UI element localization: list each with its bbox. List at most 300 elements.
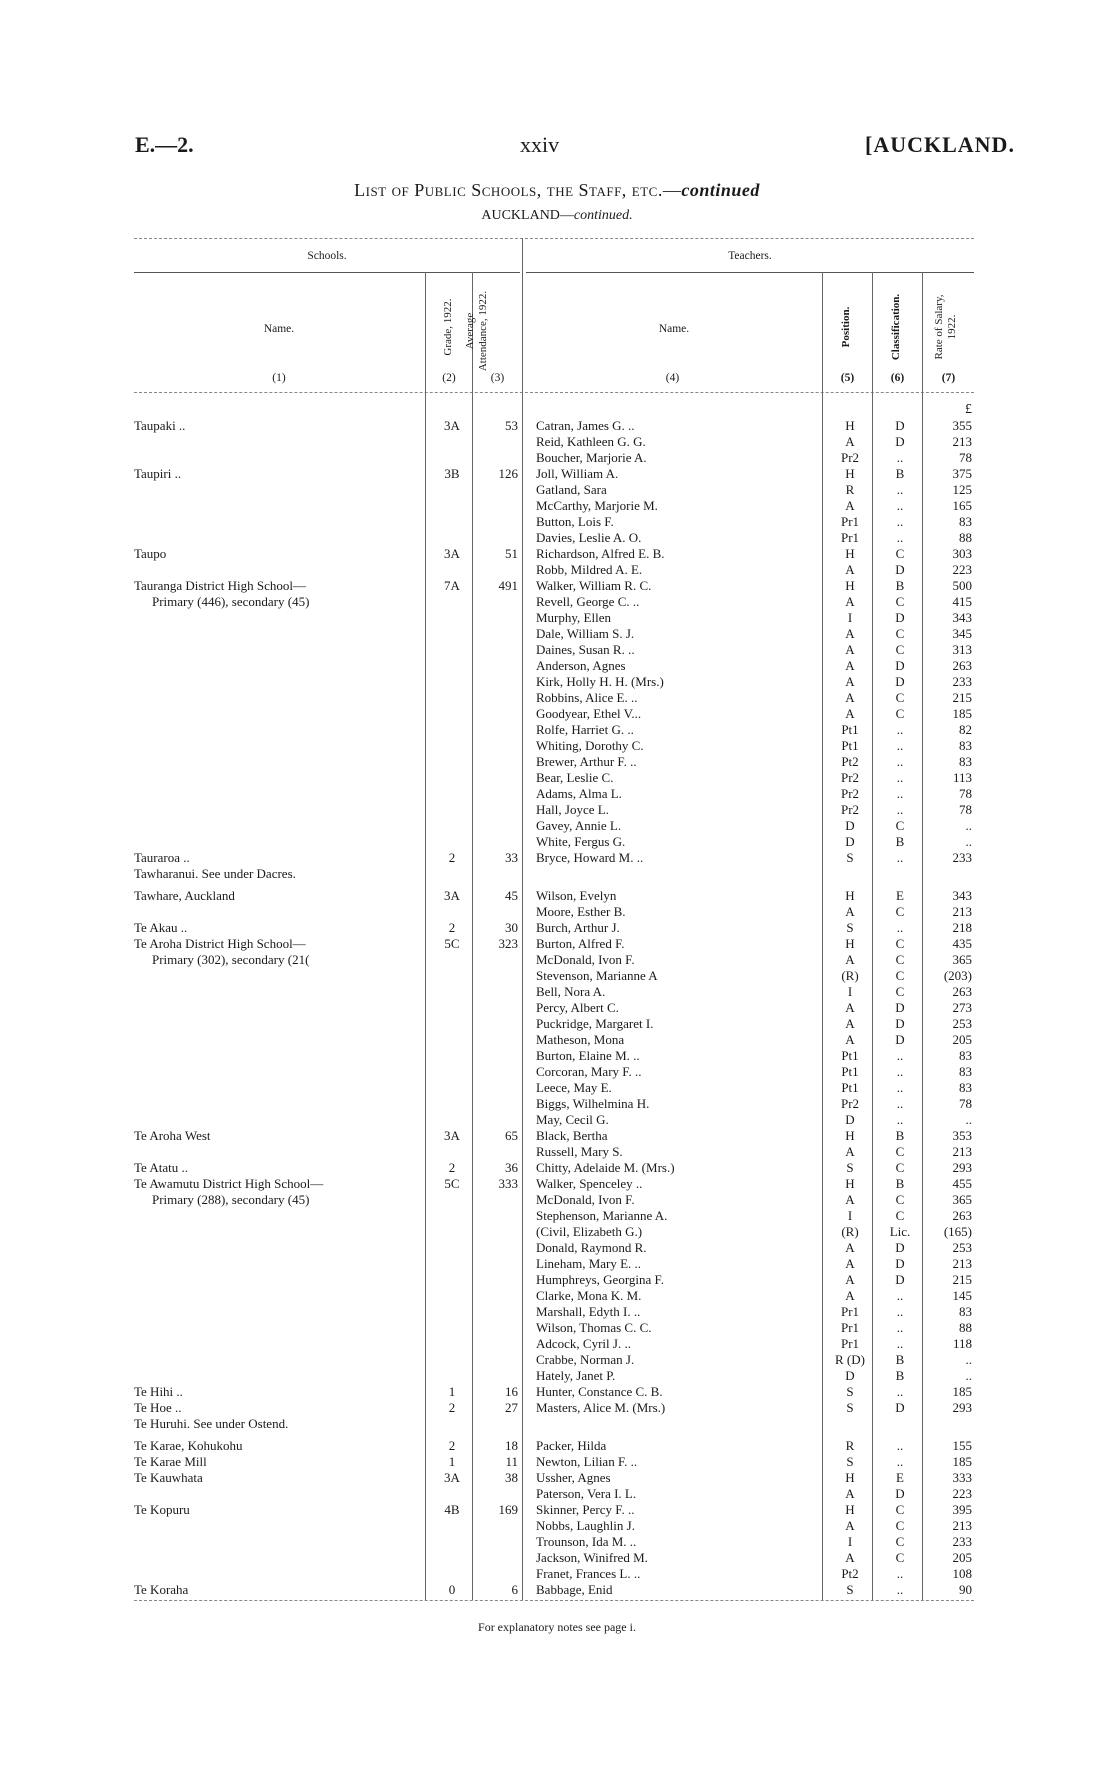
classification-cell: .. bbox=[896, 450, 904, 465]
school-name: Te Atatu .. bbox=[134, 1160, 188, 1175]
school-name: Te Hoe .. bbox=[134, 1400, 182, 1415]
salary-cell: 253 bbox=[952, 1016, 972, 1031]
classification-cell: D bbox=[895, 674, 905, 689]
position-cell: I bbox=[847, 1208, 853, 1223]
salary-cell: 88 bbox=[959, 530, 972, 545]
salary-cell: 218 bbox=[952, 920, 972, 935]
teacher-name: Wilson, Thomas C. C. bbox=[536, 1320, 652, 1335]
attendance-cell: 126 bbox=[498, 466, 518, 481]
grade-cell: 2 bbox=[448, 850, 456, 865]
classification-cell: D bbox=[895, 1016, 905, 1031]
position-cell: A bbox=[845, 690, 855, 705]
classification-cell: .. bbox=[896, 786, 904, 801]
position-cell: Pt2 bbox=[841, 754, 859, 769]
salary-cell: 395 bbox=[952, 1502, 972, 1517]
teacher-name: Hunter, Constance C. B. bbox=[536, 1384, 663, 1399]
classification-cell: .. bbox=[896, 738, 904, 753]
attendance-cell: 45 bbox=[505, 888, 518, 903]
position-cell: S bbox=[846, 920, 854, 935]
position-cell: Pt1 bbox=[841, 1064, 859, 1079]
attendance-cell: 51 bbox=[505, 546, 518, 561]
attendance-cell: 33 bbox=[505, 850, 518, 865]
subtitle-continued: continued. bbox=[573, 208, 633, 223]
salary-cell: 263 bbox=[952, 984, 972, 999]
teacher-name: McDonald, Ivon F. bbox=[536, 952, 635, 967]
salary-cell: .. bbox=[965, 1352, 972, 1367]
position-cell: Pt1 bbox=[841, 1048, 859, 1063]
schools-group-rule bbox=[134, 272, 520, 273]
classification-cell: C bbox=[895, 642, 905, 657]
classification-cell: D bbox=[895, 1032, 905, 1047]
teacher-name: Revell, George C. .. bbox=[536, 594, 640, 609]
classification-cell: .. bbox=[896, 1320, 904, 1335]
salary-cell: 83 bbox=[959, 1064, 972, 1079]
table-row bbox=[0, 1336, 1114, 1352]
table-row bbox=[0, 498, 1114, 514]
col-num-4: (4) bbox=[665, 372, 680, 384]
teacher-name: Gavey, Annie L. bbox=[536, 818, 622, 833]
salary-cell: 353 bbox=[952, 1128, 972, 1143]
salary-cell: 205 bbox=[952, 1550, 972, 1565]
grade-cell: 2 bbox=[448, 1400, 456, 1415]
position-cell: A bbox=[845, 706, 855, 721]
teacher-name: Matheson, Mona bbox=[536, 1032, 625, 1047]
table-row bbox=[0, 1470, 1114, 1486]
attendance-cell: 491 bbox=[498, 578, 518, 593]
grade-cell: 0 bbox=[448, 1582, 456, 1597]
classification-cell: B bbox=[895, 1128, 905, 1143]
teacher-name: Robb, Mildred A. E. bbox=[536, 562, 643, 577]
classification-cell: E bbox=[896, 888, 904, 903]
salary-cell: 263 bbox=[952, 1208, 972, 1223]
table-row bbox=[0, 562, 1114, 578]
position-cell: Pr2 bbox=[840, 1096, 860, 1111]
classification-cell: C bbox=[895, 690, 905, 705]
salary-cell: 293 bbox=[952, 1160, 972, 1175]
salary-cell: 113 bbox=[952, 770, 972, 785]
table-row bbox=[0, 834, 1114, 850]
position-cell: H bbox=[845, 578, 855, 593]
salary-cell: 215 bbox=[952, 1272, 972, 1287]
col-num-7: (7) bbox=[941, 372, 956, 384]
salary-cell: (203) bbox=[943, 968, 972, 983]
position-cell: D bbox=[845, 1368, 855, 1383]
classification-cell: .. bbox=[896, 1582, 904, 1597]
teacher-name: Adams, Alma L. bbox=[536, 786, 622, 801]
classification-cell: D bbox=[895, 658, 905, 673]
table-row bbox=[0, 818, 1114, 834]
position-cell: Pr1 bbox=[840, 1320, 860, 1335]
teacher-name: Burch, Arthur J. bbox=[536, 920, 620, 935]
grade-cell: 3A bbox=[444, 888, 460, 903]
table-row bbox=[0, 1304, 1114, 1320]
salary-cell: 90 bbox=[959, 1582, 972, 1597]
page-number: xxiv bbox=[520, 132, 560, 157]
grade-cell: 5C bbox=[444, 936, 460, 951]
grade-cell: 3A bbox=[444, 1470, 460, 1485]
classification-cell: C bbox=[895, 626, 905, 641]
school-name: Te Awamutu District High School— bbox=[134, 1176, 324, 1191]
classification-cell: B bbox=[895, 466, 905, 481]
position-cell: A bbox=[845, 594, 855, 609]
position-cell: I bbox=[847, 610, 853, 625]
classification-header: Classification. bbox=[890, 293, 902, 361]
school-name: Te Karae Mill bbox=[134, 1454, 207, 1469]
table-row bbox=[0, 1438, 1114, 1454]
position-cell: A bbox=[845, 1240, 855, 1255]
classification-cell: .. bbox=[896, 1304, 904, 1319]
attendance-cell: 323 bbox=[498, 936, 518, 951]
page-reference: E.—2. bbox=[135, 132, 194, 157]
salary-cell: 313 bbox=[952, 642, 972, 657]
classification-cell: .. bbox=[896, 1080, 904, 1095]
teacher-name: Marshall, Edyth I. .. bbox=[536, 1304, 641, 1319]
position-cell: D bbox=[845, 1112, 855, 1127]
grade-cell: 3B bbox=[444, 466, 460, 481]
table-row bbox=[0, 546, 1114, 562]
table-row bbox=[0, 610, 1114, 626]
salary-cell: 253 bbox=[952, 1240, 972, 1255]
salary-cell: 333 bbox=[952, 1470, 972, 1485]
classification-cell: D bbox=[895, 1000, 905, 1015]
position-cell: A bbox=[845, 1550, 855, 1565]
grade-cell: 3A bbox=[444, 418, 460, 433]
table-row bbox=[0, 1096, 1114, 1112]
salary-cell: 185 bbox=[952, 706, 972, 721]
salary-cell: 83 bbox=[959, 1304, 972, 1319]
teacher-name: Masters, Alice M. (Mrs.) bbox=[536, 1400, 666, 1415]
teacher-name: Biggs, Wilhelmina H. bbox=[536, 1096, 650, 1111]
table-row bbox=[0, 904, 1114, 920]
teacher-name: Puckridge, Margaret I. bbox=[536, 1016, 654, 1031]
salary-cell: 303 bbox=[952, 546, 972, 561]
position-cell: Pr2 bbox=[840, 770, 860, 785]
attendance-cell: 169 bbox=[498, 1502, 518, 1517]
classification-cell: D bbox=[895, 1400, 905, 1415]
classification-cell: C bbox=[895, 952, 905, 967]
grade-cell: 7A bbox=[444, 578, 460, 593]
teacher-name: Adcock, Cyril J. .. bbox=[536, 1336, 631, 1351]
teacher-name: May, Cecil G. bbox=[536, 1112, 609, 1127]
position-cell: R bbox=[845, 482, 855, 497]
classification-cell: C bbox=[895, 968, 905, 983]
position-cell: Pr2 bbox=[840, 450, 860, 465]
title-main: List of Public Schools, the Staff, etc.— bbox=[354, 180, 682, 200]
attendance-cell: 27 bbox=[505, 1400, 518, 1415]
teacher-name: Burton, Alfred F. bbox=[536, 936, 625, 951]
salary-cell: 375 bbox=[952, 466, 972, 481]
title-continued: continued bbox=[681, 180, 760, 200]
classification-cell: .. bbox=[896, 1112, 904, 1127]
grade-cell: 1 bbox=[448, 1384, 456, 1399]
salary-cell: 83 bbox=[959, 754, 972, 769]
position-cell: D bbox=[845, 818, 855, 833]
school-name: Te Karae, Kohukohu bbox=[134, 1438, 243, 1453]
school-name: Tauranga District High School— bbox=[134, 578, 307, 593]
salary-cell: 213 bbox=[952, 904, 972, 919]
attendance-cell: 38 bbox=[505, 1470, 518, 1485]
table-row bbox=[0, 1000, 1114, 1016]
school-name: Taupo bbox=[134, 546, 167, 561]
school-name: Taupiri .. bbox=[134, 466, 182, 481]
salary-cell: 83 bbox=[959, 1080, 972, 1095]
position-cell: (R) bbox=[841, 968, 859, 983]
classification-cell: D bbox=[895, 1486, 905, 1501]
header-bottom-rule bbox=[134, 392, 974, 393]
table-row bbox=[0, 1208, 1114, 1224]
teacher-name: Kirk, Holly H. H. (Mrs.) bbox=[536, 674, 664, 689]
school-name: Te Aroha District High School— bbox=[134, 936, 306, 951]
table-row bbox=[0, 466, 1114, 482]
position-cell: Pt1 bbox=[841, 722, 859, 737]
teacher-name: Crabbe, Norman J. bbox=[536, 1352, 635, 1367]
salary-cell: 88 bbox=[959, 1320, 972, 1335]
position-cell: R (D) bbox=[835, 1352, 865, 1367]
classification-cell: C bbox=[895, 594, 905, 609]
classification-cell: C bbox=[895, 1502, 905, 1517]
position-cell: A bbox=[845, 434, 855, 449]
table-row bbox=[0, 1224, 1114, 1240]
position-cell: A bbox=[845, 1288, 855, 1303]
position-cell: S bbox=[846, 1400, 854, 1415]
classification-cell: .. bbox=[896, 530, 904, 545]
teacher-name: Stevenson, Marianne A bbox=[536, 968, 658, 983]
salary-cell: 78 bbox=[959, 802, 972, 817]
teacher-name: Stephenson, Marianne A. bbox=[536, 1208, 668, 1223]
school-name: Te Akau .. bbox=[134, 920, 188, 935]
salary-cell: 108 bbox=[952, 1566, 972, 1581]
teacher-name: Corcoran, Mary F. .. bbox=[536, 1064, 642, 1079]
classification-cell: D bbox=[895, 434, 905, 449]
classification-cell: D bbox=[895, 562, 905, 577]
position-cell: Pr1 bbox=[840, 514, 860, 529]
position-cell: H bbox=[845, 1470, 855, 1485]
classification-cell: .. bbox=[896, 482, 904, 497]
salary-cell: 455 bbox=[952, 1176, 972, 1191]
classification-cell: .. bbox=[896, 754, 904, 769]
table-row bbox=[0, 482, 1114, 498]
salary-cell: 145 bbox=[952, 1288, 972, 1303]
classification-cell: C bbox=[895, 1144, 905, 1159]
attendance-cell: 11 bbox=[505, 1454, 518, 1469]
school-name: Tawhare, Auckland bbox=[134, 888, 235, 903]
position-cell: A bbox=[845, 1016, 855, 1031]
table-row bbox=[0, 1240, 1114, 1256]
salary-cell: 125 bbox=[952, 482, 972, 497]
teacher-name: Chitty, Adelaide M. (Mrs.) bbox=[536, 1160, 675, 1175]
classification-cell: C bbox=[895, 984, 905, 999]
classification-cell: C bbox=[895, 1208, 905, 1223]
position-cell: (R) bbox=[841, 1224, 859, 1239]
teacher-name: Clarke, Mona K. M. bbox=[536, 1288, 642, 1303]
classification-cell: B bbox=[895, 1176, 905, 1191]
classification-cell: .. bbox=[896, 770, 904, 785]
table-row bbox=[0, 1064, 1114, 1080]
col-num-3: (3) bbox=[490, 372, 505, 384]
classification-cell: .. bbox=[896, 1064, 904, 1079]
grade-cell: 3A bbox=[444, 546, 460, 561]
table-row bbox=[0, 1256, 1114, 1272]
salary-cell: 263 bbox=[952, 658, 972, 673]
table-row bbox=[0, 1288, 1114, 1304]
position-cell: H bbox=[845, 546, 855, 561]
position-cell: R bbox=[845, 1438, 855, 1453]
currency-symbol: £ bbox=[965, 402, 972, 417]
document-subtitle bbox=[0, 208, 1114, 224]
position-cell: A bbox=[845, 952, 855, 967]
position-cell: I bbox=[847, 1534, 853, 1549]
table-row bbox=[0, 738, 1114, 754]
salary-cell: 83 bbox=[959, 514, 972, 529]
teacher-name: Bryce, Howard M. .. bbox=[536, 850, 644, 865]
salary-cell: .. bbox=[965, 1368, 972, 1383]
classification-cell: .. bbox=[896, 920, 904, 935]
salary-header: Rate of Salary, 1922. bbox=[933, 294, 958, 360]
classification-cell: .. bbox=[896, 1096, 904, 1111]
table-row bbox=[0, 936, 1114, 952]
table-row bbox=[0, 434, 1114, 450]
teacher-name: Burton, Elaine M. .. bbox=[536, 1048, 640, 1063]
teacher-name: McDonald, Ivon F. bbox=[536, 1192, 635, 1207]
salary-cell: 223 bbox=[952, 1486, 972, 1501]
table-row bbox=[0, 722, 1114, 738]
position-cell: H bbox=[845, 888, 855, 903]
table-row bbox=[0, 888, 1114, 904]
teacher-name-header: Name. bbox=[658, 323, 690, 335]
teacher-name: Packer, Hilda bbox=[536, 1438, 607, 1453]
attendance-cell: 30 bbox=[505, 920, 518, 935]
position-cell: A bbox=[845, 626, 855, 641]
table-row bbox=[0, 1416, 1114, 1432]
teacher-name: Moore, Esther B. bbox=[536, 904, 626, 919]
school-name: Te Koraha bbox=[134, 1582, 189, 1597]
teacher-name: Nobbs, Laughlin J. bbox=[536, 1518, 635, 1533]
classification-cell: Lic. bbox=[889, 1224, 911, 1239]
salary-cell: (165) bbox=[943, 1224, 972, 1239]
classification-cell: .. bbox=[896, 850, 904, 865]
table-row bbox=[0, 1112, 1114, 1128]
classification-cell: C bbox=[895, 1192, 905, 1207]
salary-cell: 233 bbox=[952, 1534, 972, 1549]
table-row bbox=[0, 1048, 1114, 1064]
table-row bbox=[0, 1032, 1114, 1048]
table-row bbox=[0, 1534, 1114, 1550]
teacher-name: Rolfe, Harriet G. .. bbox=[536, 722, 634, 737]
grade-cell: 1 bbox=[448, 1454, 456, 1469]
position-cell: A bbox=[845, 1144, 855, 1159]
school-name: Te Hihi .. bbox=[134, 1384, 183, 1399]
school-name: Te Kauwhata bbox=[134, 1470, 203, 1485]
school-name: Primary (288), secondary (45) bbox=[152, 1192, 310, 1207]
teacher-name: Newton, Lilian F. .. bbox=[536, 1454, 638, 1469]
salary-cell: 223 bbox=[952, 562, 972, 577]
classification-cell: .. bbox=[896, 1048, 904, 1063]
table-row bbox=[0, 1384, 1114, 1400]
table-row bbox=[0, 674, 1114, 690]
document-title bbox=[0, 180, 1114, 201]
teacher-name: White, Fergus G. bbox=[536, 834, 626, 849]
position-cell: D bbox=[845, 834, 855, 849]
table-row bbox=[0, 594, 1114, 610]
teacher-name: Babbage, Enid bbox=[536, 1582, 613, 1597]
position-cell: H bbox=[845, 1176, 855, 1191]
teacher-name: Walker, Spenceley .. bbox=[536, 1176, 643, 1191]
table-row bbox=[0, 770, 1114, 786]
teacher-name: Richardson, Alfred E. B. bbox=[536, 546, 665, 561]
table-row bbox=[0, 1160, 1114, 1176]
salary-cell: .. bbox=[965, 818, 972, 833]
salary-cell: 500 bbox=[952, 578, 972, 593]
teacher-name: Humphreys, Georgina F. bbox=[536, 1272, 664, 1287]
teacher-name: Bell, Nora A. bbox=[536, 984, 606, 999]
salary-cell: 415 bbox=[952, 594, 972, 609]
salary-cell: 185 bbox=[952, 1454, 972, 1469]
school-name-header: Name. bbox=[263, 323, 295, 335]
attendance-cell: 36 bbox=[505, 1160, 518, 1175]
table-row bbox=[0, 690, 1114, 706]
salary-cell: 118 bbox=[952, 1336, 972, 1351]
teacher-name: Dale, William S. J. bbox=[536, 626, 635, 641]
teacher-name: Goodyear, Ethel V... bbox=[536, 706, 642, 721]
teachers-header: Teachers. bbox=[728, 250, 772, 262]
salary-cell: 365 bbox=[952, 952, 972, 967]
classification-cell: D bbox=[895, 1256, 905, 1271]
table-row bbox=[0, 754, 1114, 770]
grade-header: Grade, 1922. bbox=[442, 298, 454, 356]
teacher-name: Daines, Susan R. .. bbox=[536, 642, 635, 657]
position-cell: A bbox=[845, 642, 855, 657]
classification-cell: D bbox=[895, 418, 905, 433]
salary-cell: 213 bbox=[952, 434, 972, 449]
classification-cell: C bbox=[895, 1160, 905, 1175]
table-bottom-rule bbox=[134, 1600, 974, 1601]
position-cell: A bbox=[845, 674, 855, 689]
position-cell: Pr1 bbox=[840, 1304, 860, 1319]
table-row bbox=[0, 802, 1114, 818]
teacher-name: Gatland, Sara bbox=[536, 482, 607, 497]
position-cell: H bbox=[845, 936, 855, 951]
school-name: Taupaki .. bbox=[134, 418, 186, 433]
teacher-name: (Civil, Elizabeth G.) bbox=[536, 1224, 643, 1239]
teacher-name: Murphy, Ellen bbox=[536, 610, 611, 625]
position-cell: A bbox=[845, 1486, 855, 1501]
teacher-name: Black, Bertha bbox=[536, 1128, 608, 1143]
classification-cell: .. bbox=[896, 722, 904, 737]
salary-cell: 273 bbox=[952, 1000, 972, 1015]
table-row bbox=[0, 578, 1114, 594]
table-row bbox=[0, 450, 1114, 466]
position-cell: H bbox=[845, 1502, 855, 1517]
table-row bbox=[0, 1582, 1114, 1598]
subtitle-main: AUCKLAND— bbox=[481, 208, 574, 223]
salary-cell: .. bbox=[965, 1112, 972, 1127]
teacher-name: Lineham, Mary E. .. bbox=[536, 1256, 642, 1271]
attendance-header: Average Attendance, 1922. bbox=[464, 290, 489, 372]
salary-cell: 233 bbox=[952, 674, 972, 689]
position-cell: A bbox=[845, 1518, 855, 1533]
school-name: Te Kopuru bbox=[134, 1502, 190, 1517]
classification-cell: C bbox=[895, 1518, 905, 1533]
position-cell: A bbox=[845, 658, 855, 673]
position-cell: Pr1 bbox=[840, 1336, 860, 1351]
table-row bbox=[0, 1272, 1114, 1288]
table-row bbox=[0, 1502, 1114, 1518]
table-row bbox=[0, 1550, 1114, 1566]
classification-cell: .. bbox=[896, 1454, 904, 1469]
position-cell: S bbox=[846, 1582, 854, 1597]
classification-cell: C bbox=[895, 1550, 905, 1565]
table-row bbox=[0, 418, 1114, 434]
